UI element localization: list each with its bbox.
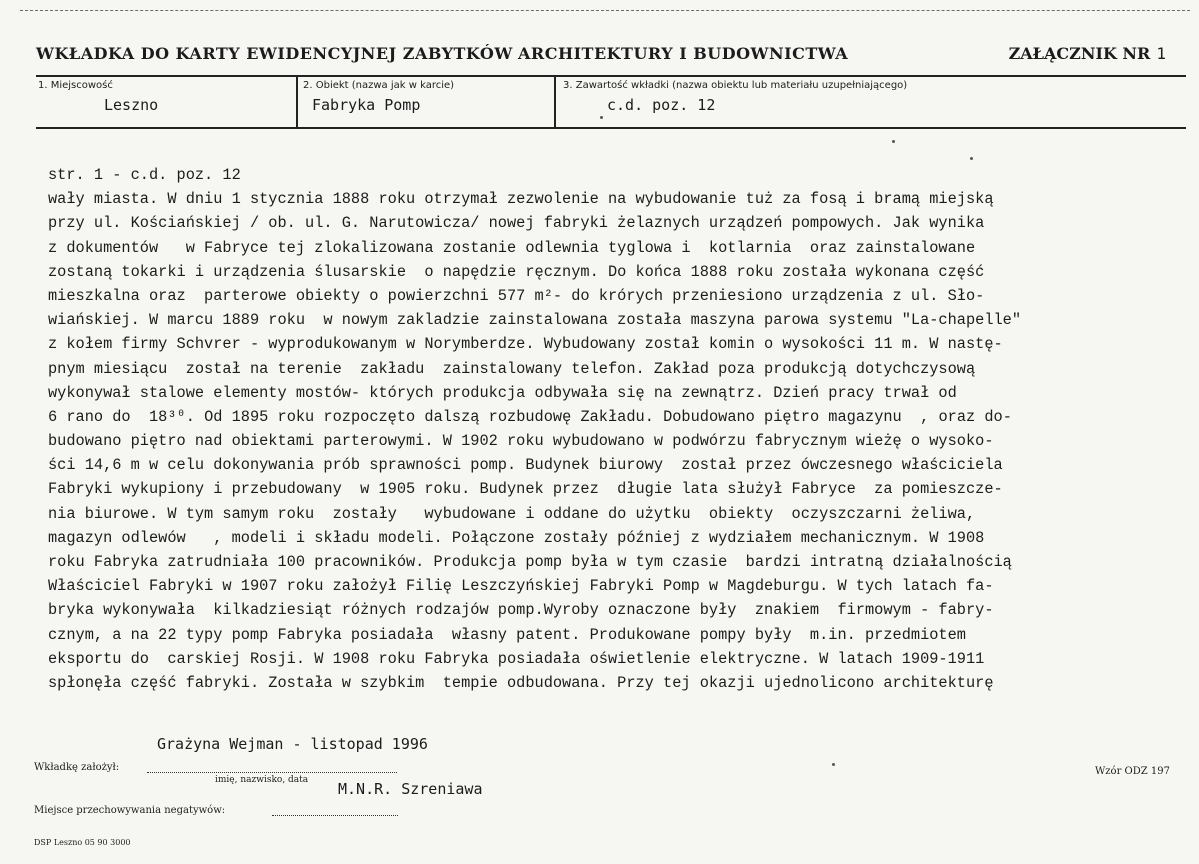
printer-code: DSP Leszno 05 90 3000 — [34, 838, 131, 847]
header-rule-bottom — [36, 127, 1186, 129]
body-line: wykonywał stalowe elementy mostów- których produkcja odbywała się na zewnątrz. Dzień pracy trwał od — [48, 383, 957, 402]
body-line: wiańskiej. W marcu 1889 roku w nowym zakladzie zainstalowana została maszyna parowa systemu "La-chapelle" — [48, 311, 1022, 330]
body-line: magazyn odlewów , modeli i składu modeli. Połączone zostały później z wydziałem mechanicznym. W 1908 — [48, 528, 985, 547]
body-line: spłonęła część fabryki. Została w szybkim tempie odbudowana. Przy tej okazji ujednolicono architekturę — [48, 673, 994, 692]
body-line: str. 1 - c.d. poz. 12 — [48, 166, 241, 184]
body-line: budowano piętro nad obiektami parterowymi. W 1902 roku wybudowano w podwórzu fabrycznym wieżę o wysoko- — [48, 432, 994, 451]
body-line: nia biurowe. W tym samym roku zostały wybudowane i oddane do użytku obiekty oczyszczarni żeliwa, — [48, 504, 976, 523]
body-line: wały miasta. W dniu 1 stycznia 1888 roku otrzymał zezwolenie na wybudowanie tuż za fosą i bramą miejską — [48, 190, 994, 209]
storage-dotted-line — [272, 815, 398, 816]
body-line: eksportu do carskiej Rosji. W 1908 roku Fabryka posiadała oświetlenie elektryczne. W latach 1909-1911 — [48, 649, 985, 668]
ink-speck — [970, 157, 973, 160]
typed-body-text — [48, 163, 1158, 695]
body-line: zostaną tokarki i urządzenia ślusarskie o napędzie ręcznym. Do końca 1888 roku została wykonana część — [48, 262, 985, 281]
author-signature-line: Grażyna Wejman - listopad 1996 — [157, 735, 428, 753]
storage-label: Miejsce przechowywania negatywów: — [34, 805, 226, 816]
object-value: Fabryka Pomp — [312, 96, 421, 114]
body-line: z kołem firmy Schvrer - wyprodukowanym w Norymberdze. Wybudowany został komin o wysokości 11 m. W nastę- — [48, 335, 1003, 354]
object-label: 2. Obiekt (nazwa jak w karcie) — [303, 80, 455, 91]
field-divider-1 — [296, 77, 298, 127]
content-value: c.d. poz. 12 — [607, 96, 716, 114]
body-line: Fabryki wykupiony i przebudowany w 1905 roku. Budynek przez długie lata służył Fabryce za pomieszcze- — [48, 480, 1003, 499]
annex-number: 1 — [1156, 44, 1166, 63]
body-line: z dokumentów w Fabryce tej zlokalizowana zostanie odlewnia tyglowa i kotlarnia oraz zainstalowane — [48, 238, 976, 257]
place-label: 1. Miejscowość — [38, 80, 113, 91]
field-divider-2 — [554, 77, 556, 127]
body-line: roku Fabryka zatrudniała 100 pracowników. Produkcja pomp była w tym czasie bardzi intratną działalnością — [48, 553, 1012, 571]
ink-speck — [832, 763, 835, 766]
top-perforation-line — [20, 10, 1190, 11]
form-title-continued: ARCHITEKTURY I BUDOWNICTWA — [518, 44, 849, 63]
form-code: Wzór ODZ 197 — [1095, 766, 1170, 777]
place-value: Leszno — [104, 96, 159, 114]
reviewer-name: M.N.R. Szreniawa — [338, 780, 483, 798]
body-line: pnym miesiącu został na terenie zakładu zainstalowany telefon. Zakład poza produkcją dotychczysową — [48, 359, 976, 378]
ink-speck — [892, 140, 895, 143]
form-title: WKŁADKA DO KARTY EWIDENCYJNEJ ZABYTKÓW — [36, 44, 513, 63]
body-line: cznym, a na 22 typy pomp Fabryka posiadała własny patent. Produkowane pompy były m.in. przedmiotem — [48, 625, 966, 644]
annex-label: ZAŁĄCZNIK NR 1 — [1008, 44, 1166, 63]
body-line: bryka wykonywała kilkadziesiąt różnych rodzajów pomp.Wyroby oznaczone były znakiem firmowym - fabry- — [48, 601, 994, 620]
body-line: przy ul. Kościańskiej / ob. ul. G. Narutowicza/ nowej fabryki żelaznych urządzeń pompowych. Jak wynika — [48, 214, 985, 233]
name-caption: imię, nazwisko, data — [215, 775, 309, 785]
header-rule-top — [36, 75, 1186, 77]
created-by-label: Wkładkę założył: — [34, 762, 120, 773]
body-line: ści 14,6 m w celu dokonywania prób sprawności pomp. Budynek biurowy został przez ówczesnego właściciela — [48, 456, 1003, 475]
body-line: mieszkalna oraz parterowe obiekty o powierzchni 577 m²- do krórych przeniesiono urządzenia z ul. Sło- — [48, 286, 985, 305]
body-line: Właściciel Fabryki w 1907 roku założył Filię Leszczyńskiej Fabryki Pomp w Magdeburgu. W tych latach fa- — [48, 577, 994, 596]
created-by-dotted-line — [147, 772, 397, 773]
ink-speck — [600, 116, 603, 119]
content-label: 3. Zawartość wkładki (nazwa obiektu lub materiału uzupełniającego) — [563, 80, 908, 91]
form-header — [36, 44, 1166, 66]
body-line: 6 rano do 18³⁰. Od 1895 roku rozpoczęto dalszą rozbudowę Zakładu. Dobudowano piętro magazynu , oraz do- — [48, 407, 1012, 426]
